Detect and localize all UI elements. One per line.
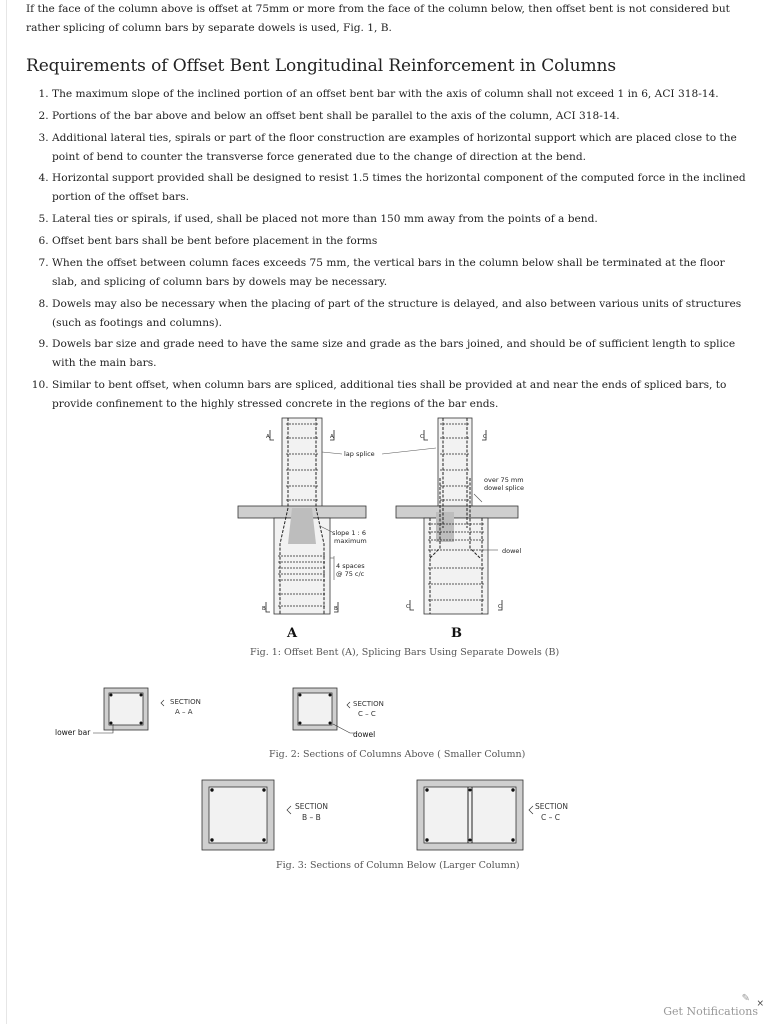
detail-a xyxy=(238,418,366,614)
close-icon[interactable]: × xyxy=(756,999,764,1009)
fig2-section1-line2: A – A xyxy=(175,708,193,716)
fig2-section2-line2: C – C xyxy=(358,710,376,718)
list-item: 1. The maximum slope of the inclined portion of an offset bent bar with the axis of column shall not exceed 1 in 6, ACI 318-14. xyxy=(52,85,746,104)
list-item: 2. Portions of the bar above and below an offset bent shall be parallel to the axis of the column, ACI 318-14. xyxy=(52,107,746,126)
label-dowel: dowel xyxy=(502,547,522,555)
fig2-section2-line1: SECTION xyxy=(353,700,384,708)
list-item: 3. Additional lateral ties, spirals or part of the floor construction are examples of horizontal support which are placed close to the point of bend to counter the transverse force generated due to the change of direction at the bend. xyxy=(52,129,746,167)
section-a-a xyxy=(93,688,164,733)
section-c-c-small xyxy=(293,688,354,733)
label-lap-splice: lap splice xyxy=(344,450,375,458)
figure-1-drawing xyxy=(230,408,530,643)
fig2-lower-bar-label: lower bar xyxy=(55,728,91,737)
list-item: 9. Dowels bar size and grade need to have the same size and grade as the bars joined, and should be of sufficient length to splice with the main bars. xyxy=(52,335,746,373)
section-mark-c-lower-right: C xyxy=(498,604,502,610)
list-item: 6. Offset bent bars shall be bent before placement in the forms xyxy=(52,232,746,251)
list-item: 10. Similar to bent offset, when column bars are spliced, additional ties shall be provided at and near the ends of spliced bars, to provide confinement to the highly stressed concrete in the regions of the bar ends. xyxy=(52,376,746,414)
section-mark-b-right: B xyxy=(334,606,338,612)
label-over75-line1: over 75 mm xyxy=(484,476,524,484)
figure-3-caption: Fig. 3: Sections of Column Below (Larger Column) xyxy=(276,860,520,871)
list-item: 4. Horizontal support provided shall be designed to resist 1.5 times the horizontal component of the computed force in the inclined portion of the offset bars. xyxy=(52,169,746,207)
section-b-b xyxy=(202,780,291,850)
label-spaces-line2: @ 75 c/c xyxy=(336,570,365,578)
section-mark-c-upper-left: C xyxy=(420,434,424,440)
label-slope-line1: slope 1 : 6 xyxy=(332,529,366,537)
section-mark-c-lower-left: C xyxy=(406,604,410,610)
page-edge xyxy=(6,0,7,1024)
get-notifications-button[interactable] xyxy=(663,993,764,1018)
list-item: 5. Lateral ties or spirals, if used, shall be placed not more than 150 mm away from the points of a bend. xyxy=(52,210,746,229)
figure-letter-a: A xyxy=(287,626,298,641)
label-slope-line2: maximum xyxy=(334,537,367,545)
intro-paragraph: If the face of the column above is offset at 75mm or more from the face of the column below, then offset bent is not considered but rather splicing of column bars by separate dowels is used, Fig. 1, B. xyxy=(26,3,730,34)
list-item: 7. When the offset between column faces exceeds 75 mm, the vertical bars in the column below shall be terminated at the floor slab, and splicing of column bars by dowels may be necessary. xyxy=(52,254,746,292)
section-mark-b-left: B xyxy=(262,606,266,612)
label-spaces-line1: 4 spaces xyxy=(336,562,365,570)
fig3-section1-line1: SECTION xyxy=(295,802,329,811)
list-item: 8. Dowels may also be necessary when the placing of part of the structure is delayed, and also between various units of structures (such as footings and columns). xyxy=(52,295,746,333)
detail-b xyxy=(382,418,518,614)
section-mark-c-upper-right: C xyxy=(483,434,487,440)
figure-1-caption: Fig. 1: Offset Bent (A), Splicing Bars Using Separate Dowels (B) xyxy=(250,647,560,658)
pencil-icon: ✎ xyxy=(741,993,750,1004)
requirements-list xyxy=(26,85,746,414)
label-over75-line2: dowel splice xyxy=(484,484,524,492)
figure-2-drawing xyxy=(50,684,410,744)
fig3-section1-line2: B – B xyxy=(302,813,321,822)
get-notifications-label: Get Notifications xyxy=(663,1005,758,1018)
section-mark-a-left: A xyxy=(266,434,270,440)
fig3-section2-line1: SECTION xyxy=(535,802,569,811)
article-body xyxy=(26,0,746,417)
section-heading: Requirements of Offset Bent Longitudinal Reinforcement in Columns xyxy=(26,56,616,76)
fig2-dowel-label: dowel xyxy=(353,730,376,739)
figure-2-caption: Fig. 2: Sections of Columns Above ( Smaller Column) xyxy=(269,749,526,760)
fig2-section1-line1: SECTION xyxy=(170,698,201,706)
section-c-c-large xyxy=(417,780,533,850)
figure-letter-b: B xyxy=(451,626,462,641)
fig3-section2-line2: C – C xyxy=(541,813,560,822)
section-mark-a-right: A xyxy=(330,434,334,440)
figure-3-drawing xyxy=(198,776,578,854)
